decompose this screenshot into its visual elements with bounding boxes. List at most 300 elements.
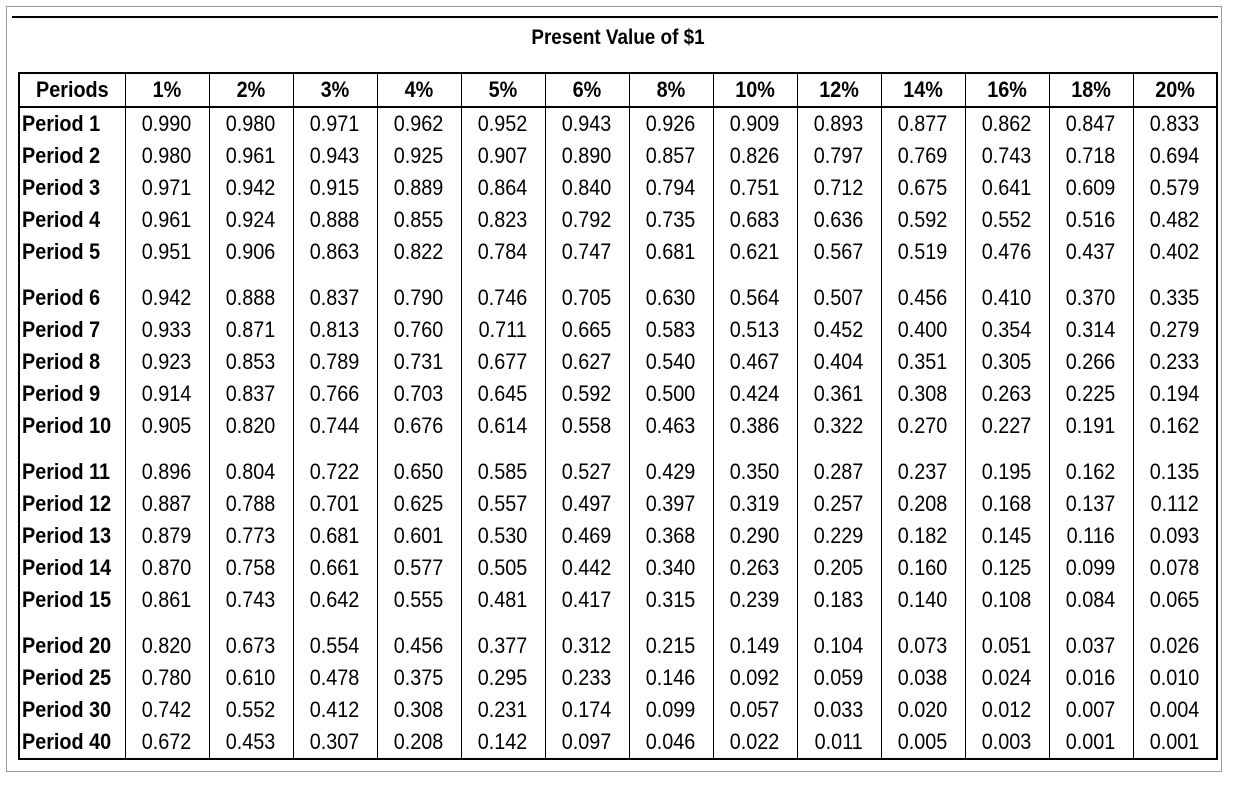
table-cell: 0.205 [797,552,881,584]
table-cell: 0.731 [377,346,461,378]
table-cell: 0.804 [209,442,293,488]
table-cell: 0.237 [881,442,965,488]
table-cell: 0.137 [1049,488,1133,520]
table-cell: 0.820 [209,410,293,442]
table-cell: 0.174 [545,694,629,726]
table-cell: 0.766 [293,378,377,410]
table-cell: 0.125 [965,552,1049,584]
table-cell: 0.057 [713,694,797,726]
table-cell: 0.980 [125,140,209,172]
table-cell: 0.452 [797,314,881,346]
table-cell: 0.823 [461,204,545,236]
table-cell: 0.794 [629,172,713,204]
table-cell: 0.592 [545,378,629,410]
column-header-periods: Periods [19,73,125,107]
table-cell: 0.683 [713,204,797,236]
table-cell: 0.896 [125,442,209,488]
table-cell: 0.990 [125,107,209,140]
row-label: Period 15 [19,584,125,616]
table-cell: 0.505 [461,552,545,584]
table-cell: 0.650 [377,442,461,488]
table-cell: 0.182 [881,520,965,552]
table-cell: 0.003 [965,726,1049,759]
table-cell: 0.168 [965,488,1049,520]
table-cell: 0.681 [629,236,713,268]
table-cell: 0.665 [545,314,629,346]
table-cell: 0.386 [713,410,797,442]
row-label: Period 13 [19,520,125,552]
table-cell: 0.857 [629,140,713,172]
table-cell: 0.826 [713,140,797,172]
table-cell: 0.540 [629,346,713,378]
table-cell: 0.877 [881,107,965,140]
row-label: Period 1 [19,107,125,140]
row-label: Period 12 [19,488,125,520]
table-title: Present Value of $1 [531,26,705,49]
table-cell: 0.676 [377,410,461,442]
row-label: Period 25 [19,662,125,694]
table-cell: 0.889 [377,172,461,204]
table-cell: 0.467 [713,346,797,378]
table-row [19,204,1217,236]
table-cell: 0.863 [293,236,377,268]
table-cell: 0.194 [1133,378,1217,410]
table-cell: 0.011 [797,726,881,759]
table-cell: 0.585 [461,442,545,488]
table-cell: 0.162 [1049,442,1133,488]
table-row [19,346,1217,378]
table-cell: 0.092 [713,662,797,694]
column-header-rate: 12% [797,73,881,107]
table-cell: 0.482 [1133,204,1217,236]
table-cell: 0.705 [545,268,629,314]
table-cell: 0.270 [881,410,965,442]
table-cell: 0.404 [797,346,881,378]
table-cell: 0.909 [713,107,797,140]
row-label: Period 4 [19,204,125,236]
table-cell: 0.463 [629,410,713,442]
table-row [19,488,1217,520]
table-cell: 0.820 [125,616,209,662]
table-cell: 0.038 [881,662,965,694]
column-header-rate: 18% [1049,73,1133,107]
table-cell: 0.104 [797,616,881,662]
table-row [19,662,1217,694]
table-cell: 0.971 [293,107,377,140]
table-cell: 0.853 [209,346,293,378]
table-cell: 0.933 [125,314,209,346]
table-cell: 0.287 [797,442,881,488]
table-cell: 0.645 [461,378,545,410]
table-row [19,268,1217,314]
table-cell: 0.160 [881,552,965,584]
table-cell: 0.980 [209,107,293,140]
table-cell: 0.146 [629,662,713,694]
table-cell: 0.864 [461,172,545,204]
table-cell: 0.001 [1133,726,1217,759]
table-cell: 0.308 [881,378,965,410]
table-cell: 0.614 [461,410,545,442]
table-cell: 0.681 [293,520,377,552]
table-cell: 0.004 [1133,694,1217,726]
table-cell: 0.924 [209,204,293,236]
table-cell: 0.905 [125,410,209,442]
table-cell: 0.735 [629,204,713,236]
table-cell: 0.567 [797,236,881,268]
table-cell: 0.351 [881,346,965,378]
table-cell: 0.442 [545,552,629,584]
table-cell: 0.424 [713,378,797,410]
table-cell: 0.554 [293,616,377,662]
table-cell: 0.478 [293,662,377,694]
table-cell: 0.099 [1049,552,1133,584]
table-cell: 0.743 [209,584,293,616]
table-cell: 0.636 [797,204,881,236]
table-cell: 0.862 [965,107,1049,140]
table-row [19,442,1217,488]
table-cell: 0.952 [461,107,545,140]
table-cell: 0.116 [1049,520,1133,552]
table-cell: 0.743 [965,140,1049,172]
table-cell: 0.718 [1049,140,1133,172]
row-label: Period 7 [19,314,125,346]
table-cell: 0.084 [1049,584,1133,616]
table-cell: 0.024 [965,662,1049,694]
table-cell: 0.319 [713,488,797,520]
table-cell: 0.112 [1133,488,1217,520]
table-row [19,520,1217,552]
table-cell: 0.417 [545,584,629,616]
present-value-table [18,72,1218,760]
table-cell: 0.195 [965,442,1049,488]
column-header-rate: 2% [209,73,293,107]
table-cell: 0.233 [1133,346,1217,378]
table-cell: 0.516 [1049,204,1133,236]
column-header-rate: 20% [1133,73,1217,107]
table-cell: 0.661 [293,552,377,584]
title-rule [12,16,1218,18]
table-cell: 0.208 [377,726,461,759]
header-row [19,73,1217,107]
table-cell: 0.625 [377,488,461,520]
table-row [19,172,1217,204]
row-label: Period 8 [19,346,125,378]
table-cell: 0.001 [1049,726,1133,759]
table-cell: 0.093 [1133,520,1217,552]
table-cell: 0.233 [545,662,629,694]
column-header-rate: 6% [545,73,629,107]
table-cell: 0.579 [1133,172,1217,204]
table-cell: 0.507 [797,268,881,314]
table-cell: 0.784 [461,236,545,268]
table-cell: 0.016 [1049,662,1133,694]
table-cell: 0.145 [965,520,1049,552]
table-cell: 0.703 [377,378,461,410]
table-cell: 0.295 [461,662,545,694]
table-cell: 0.335 [1133,268,1217,314]
column-header-rate: 1% [125,73,209,107]
table-cell: 0.322 [797,410,881,442]
table-cell: 0.354 [965,314,1049,346]
table-cell: 0.097 [545,726,629,759]
table-cell: 0.099 [629,694,713,726]
table-cell: 0.456 [881,268,965,314]
table-row [19,694,1217,726]
table-cell: 0.694 [1133,140,1217,172]
table-cell: 0.500 [629,378,713,410]
table-cell: 0.552 [209,694,293,726]
table-cell: 0.742 [125,694,209,726]
table-cell: 0.557 [461,488,545,520]
table-cell: 0.558 [545,410,629,442]
table-cell: 0.914 [125,378,209,410]
table-cell: 0.108 [965,584,1049,616]
table-cell: 0.290 [713,520,797,552]
table-cell: 0.780 [125,662,209,694]
row-label: Period 3 [19,172,125,204]
row-label: Period 11 [19,442,125,488]
table-cell: 0.627 [545,346,629,378]
table-cell: 0.641 [965,172,1049,204]
table-cell: 0.315 [629,584,713,616]
table-cell: 0.961 [209,140,293,172]
column-header-rate: 16% [965,73,1049,107]
table-cell: 0.962 [377,107,461,140]
table-cell: 0.149 [713,616,797,662]
row-label: Period 40 [19,726,125,759]
table-cell: 0.239 [713,584,797,616]
table-cell: 0.870 [125,552,209,584]
table-cell: 0.073 [881,616,965,662]
table-cell: 0.266 [1049,346,1133,378]
table-cell: 0.751 [713,172,797,204]
table-cell: 0.051 [965,616,1049,662]
row-label: Period 9 [19,378,125,410]
table-cell: 0.456 [377,616,461,662]
column-header-rate: 8% [629,73,713,107]
table-cell: 0.837 [209,378,293,410]
column-header-rate: 10% [713,73,797,107]
table-cell: 0.621 [713,236,797,268]
column-header-rate: 14% [881,73,965,107]
table-cell: 0.046 [629,726,713,759]
table-cell: 0.162 [1133,410,1217,442]
table-cell: 0.907 [461,140,545,172]
table-cell: 0.412 [293,694,377,726]
table-cell: 0.855 [377,204,461,236]
table-cell: 0.555 [377,584,461,616]
table-cell: 0.397 [629,488,713,520]
table-cell: 0.225 [1049,378,1133,410]
table-cell: 0.022 [713,726,797,759]
table-cell: 0.583 [629,314,713,346]
table-cell: 0.906 [209,236,293,268]
table-cell: 0.797 [797,140,881,172]
table-cell: 0.601 [377,520,461,552]
table-cell: 0.453 [209,726,293,759]
table-cell: 0.279 [1133,314,1217,346]
table-cell: 0.609 [1049,172,1133,204]
table-cell: 0.476 [965,236,1049,268]
table-body [19,107,1217,759]
table-cell: 0.943 [545,107,629,140]
table-cell: 0.942 [125,268,209,314]
table-row [19,616,1217,662]
table-cell: 0.861 [125,584,209,616]
table-cell: 0.305 [965,346,1049,378]
column-header-rate: 4% [377,73,461,107]
table-cell: 0.769 [881,140,965,172]
table-cell: 0.183 [797,584,881,616]
table-cell: 0.314 [1049,314,1133,346]
table-row [19,107,1217,140]
table-cell: 0.140 [881,584,965,616]
table-cell: 0.893 [797,107,881,140]
table-cell: 0.788 [209,488,293,520]
table-cell: 0.744 [293,410,377,442]
table-cell: 0.747 [545,236,629,268]
row-label: Period 14 [19,552,125,584]
table-cell: 0.142 [461,726,545,759]
table-cell: 0.410 [965,268,1049,314]
table-cell: 0.675 [881,172,965,204]
table-cell: 0.926 [629,107,713,140]
table-row [19,140,1217,172]
row-label: Period 2 [19,140,125,172]
table-cell: 0.402 [1133,236,1217,268]
table-cell: 0.746 [461,268,545,314]
table-cell: 0.942 [209,172,293,204]
table-cell: 0.552 [965,204,1049,236]
table-cell: 0.577 [377,552,461,584]
row-label: Period 10 [19,410,125,442]
table-row [19,236,1217,268]
table-cell: 0.610 [209,662,293,694]
table-cell: 0.005 [881,726,965,759]
table-row [19,584,1217,616]
table-cell: 0.527 [545,442,629,488]
table-cell: 0.007 [1049,694,1133,726]
table-cell: 0.308 [377,694,461,726]
row-label: Period 30 [19,694,125,726]
table-cell: 0.263 [965,378,1049,410]
table-cell: 0.437 [1049,236,1133,268]
table-cell: 0.564 [713,268,797,314]
table-cell: 0.943 [293,140,377,172]
table-cell: 0.592 [881,204,965,236]
table-cell: 0.915 [293,172,377,204]
table-cell: 0.789 [293,346,377,378]
table-cell: 0.065 [1133,584,1217,616]
table-cell: 0.822 [377,236,461,268]
table-cell: 0.227 [965,410,1049,442]
row-label: Period 6 [19,268,125,314]
table-cell: 0.191 [1049,410,1133,442]
table-cell: 0.887 [125,488,209,520]
table-cell: 0.925 [377,140,461,172]
table-cell: 0.033 [797,694,881,726]
table-cell: 0.971 [125,172,209,204]
table-cell: 0.790 [377,268,461,314]
table-cell: 0.010 [1133,662,1217,694]
column-header-rate: 5% [461,73,545,107]
table-cell: 0.677 [461,346,545,378]
row-label: Period 5 [19,236,125,268]
table-cell: 0.231 [461,694,545,726]
table-row [19,410,1217,442]
table-cell: 0.712 [797,172,881,204]
table-cell: 0.813 [293,314,377,346]
table-cell: 0.059 [797,662,881,694]
table-cell: 0.711 [461,314,545,346]
row-label: Period 20 [19,616,125,662]
table-row [19,378,1217,410]
table-cell: 0.370 [1049,268,1133,314]
table-cell: 0.229 [797,520,881,552]
table-cell: 0.530 [461,520,545,552]
table-cell: 0.642 [293,584,377,616]
table-cell: 0.012 [965,694,1049,726]
table-cell: 0.037 [1049,616,1133,662]
table-cell: 0.961 [125,204,209,236]
table-cell: 0.497 [545,488,629,520]
table-cell: 0.368 [629,520,713,552]
table-cell: 0.312 [545,616,629,662]
table-cell: 0.361 [797,378,881,410]
table-cell: 0.879 [125,520,209,552]
table-cell: 0.888 [293,204,377,236]
table-cell: 0.307 [293,726,377,759]
table-cell: 0.672 [125,726,209,759]
table-cell: 0.469 [545,520,629,552]
table-cell: 0.519 [881,236,965,268]
table-cell: 0.773 [209,520,293,552]
table-row [19,314,1217,346]
table-cell: 0.400 [881,314,965,346]
table-cell: 0.871 [209,314,293,346]
table-cell: 0.758 [209,552,293,584]
table-cell: 0.792 [545,204,629,236]
table-row [19,552,1217,584]
table-cell: 0.429 [629,442,713,488]
table-row [19,726,1217,759]
table-cell: 0.888 [209,268,293,314]
table-cell: 0.837 [293,268,377,314]
table-cell: 0.833 [1133,107,1217,140]
table-cell: 0.215 [629,616,713,662]
table-cell: 0.951 [125,236,209,268]
table-cell: 0.890 [545,140,629,172]
table-cell: 0.847 [1049,107,1133,140]
table-cell: 0.760 [377,314,461,346]
table-cell: 0.923 [125,346,209,378]
table-cell: 0.257 [797,488,881,520]
table-cell: 0.513 [713,314,797,346]
table-cell: 0.208 [881,488,965,520]
table-cell: 0.375 [377,662,461,694]
table-cell: 0.840 [545,172,629,204]
table-cell: 0.350 [713,442,797,488]
table-cell: 0.135 [1133,442,1217,488]
table-cell: 0.722 [293,442,377,488]
table-cell: 0.020 [881,694,965,726]
table-cell: 0.263 [713,552,797,584]
column-header-rate: 3% [293,73,377,107]
table-cell: 0.078 [1133,552,1217,584]
table-cell: 0.630 [629,268,713,314]
table-cell: 0.481 [461,584,545,616]
table-cell: 0.701 [293,488,377,520]
